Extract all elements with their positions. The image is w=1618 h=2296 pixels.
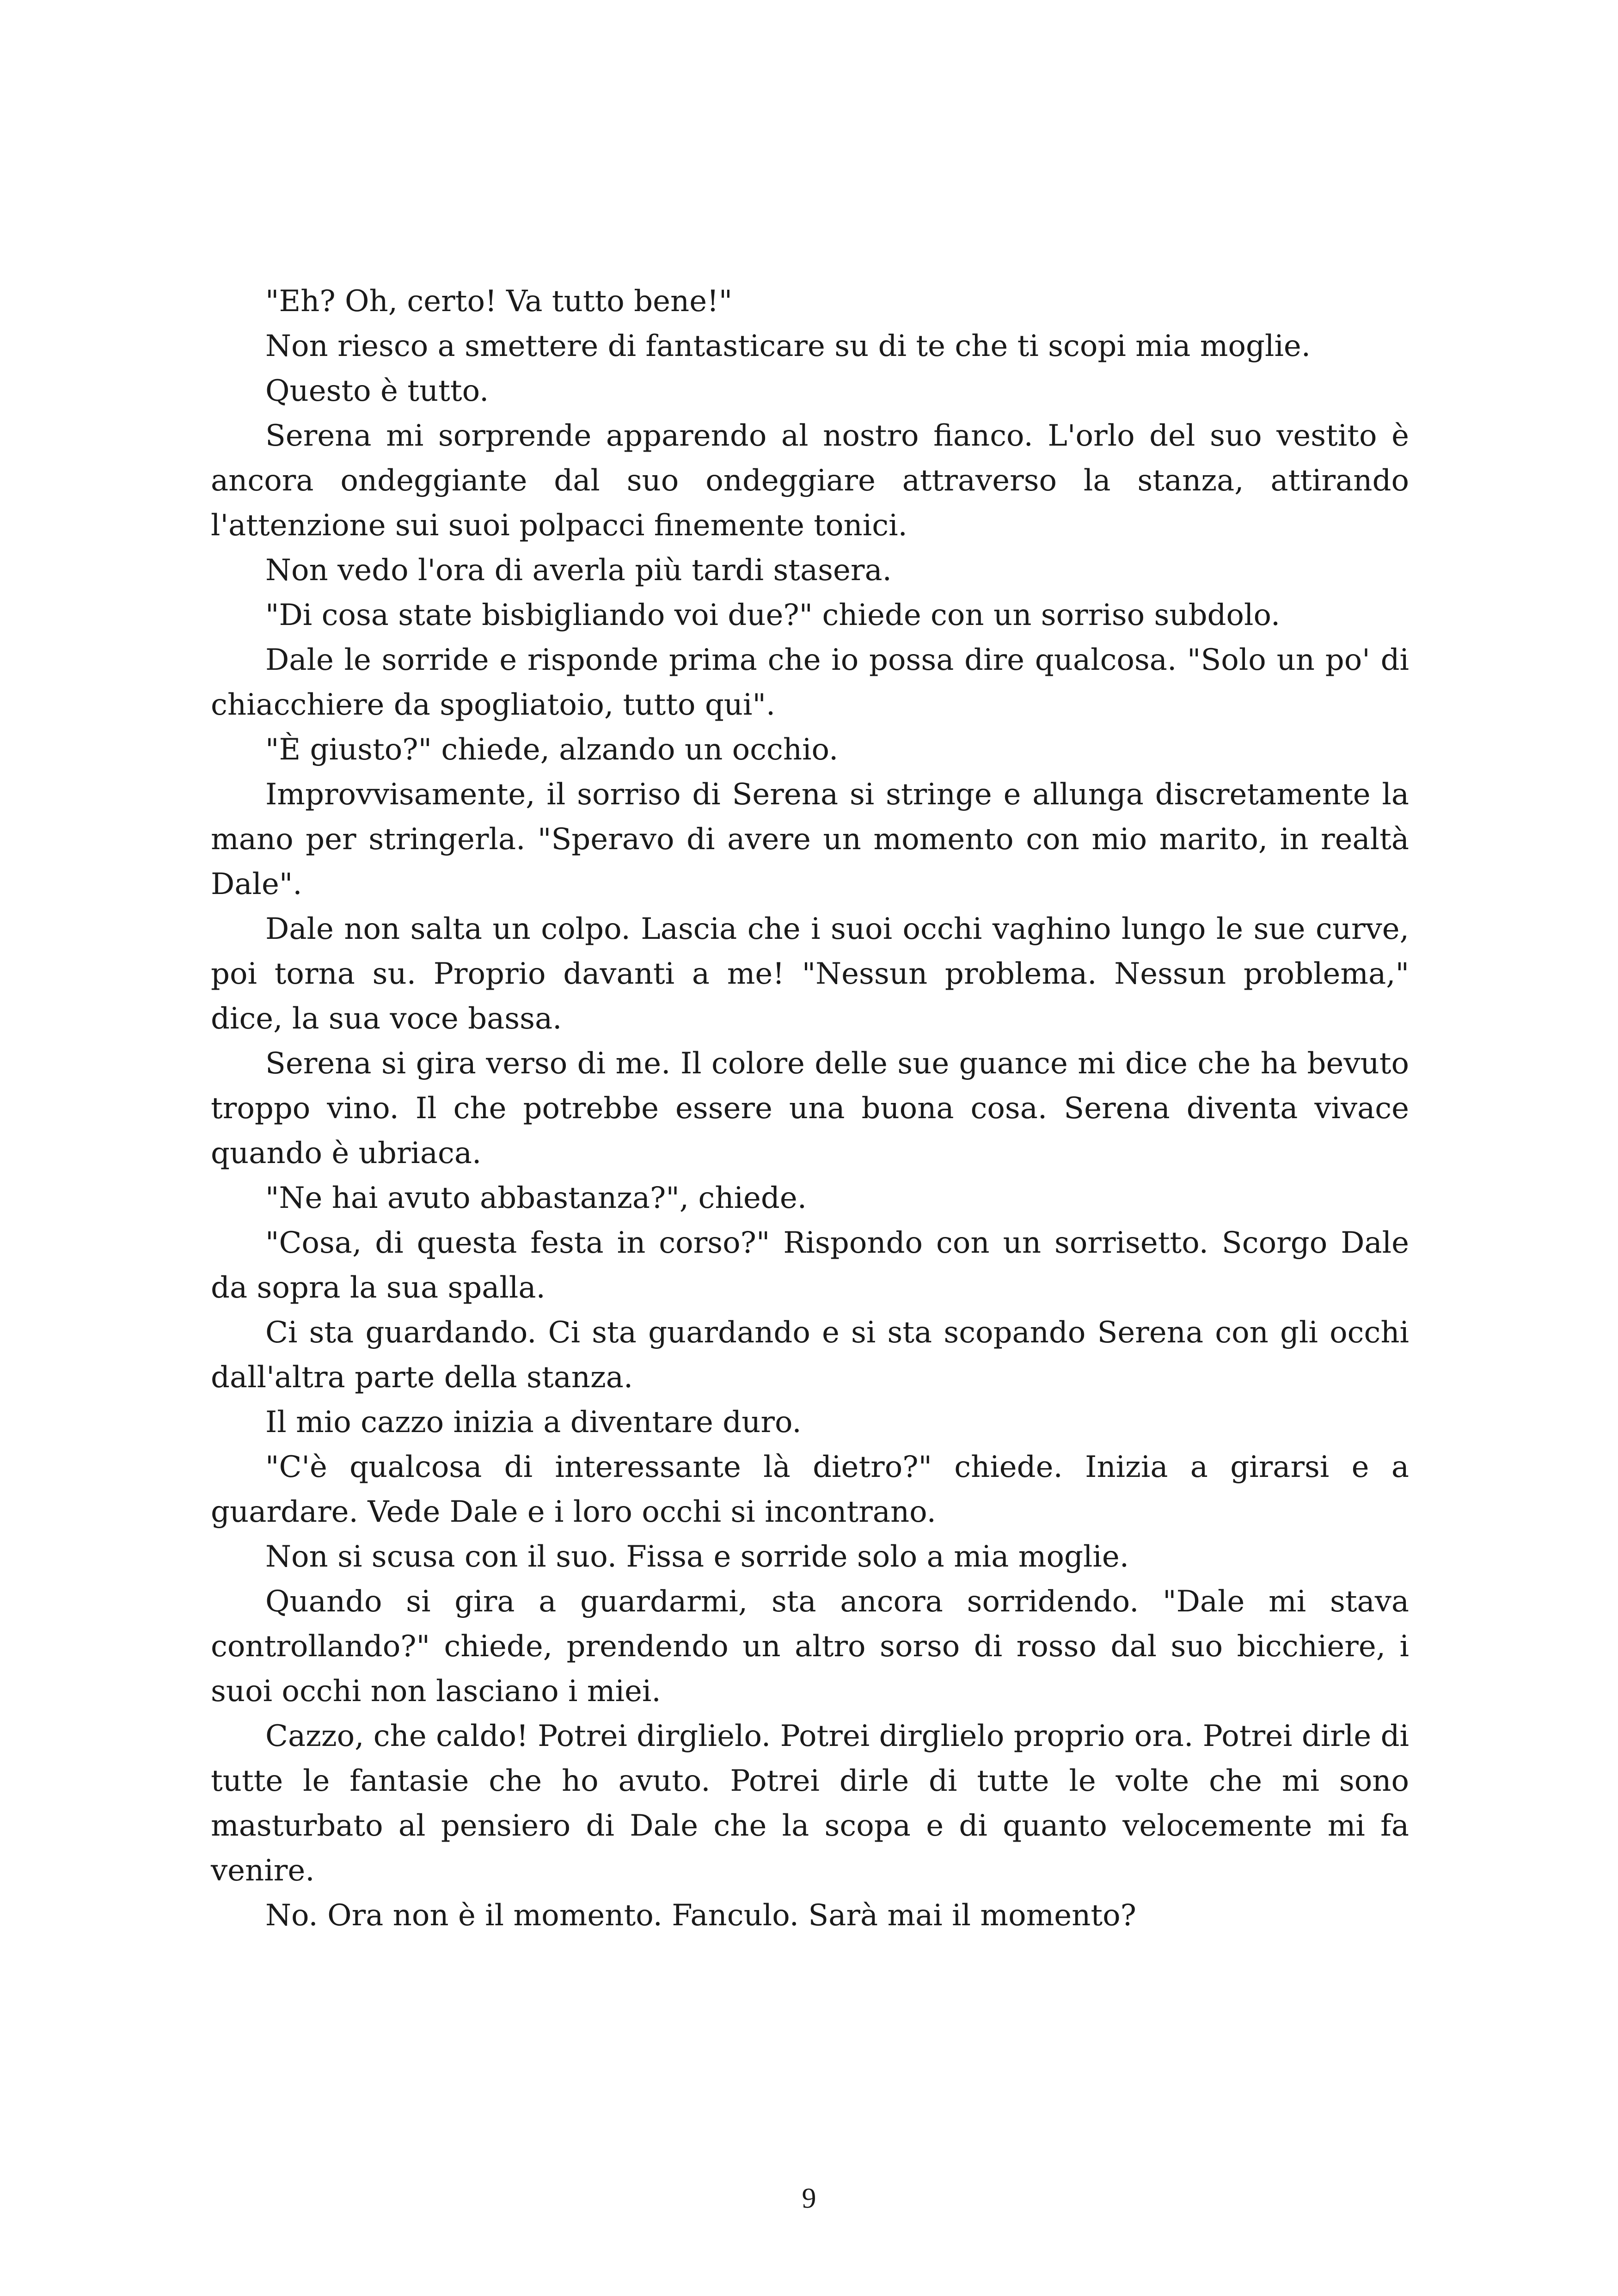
paragraph: Non riesco a smettere di fantasticare su di te che ti scopi mia moglie. [265,329,1311,363]
paragraph: Questo è tutto. [265,374,489,408]
paragraph: "Di cosa state bisbigliando voi due?" chiede con un sorriso subdolo. [265,598,1281,632]
paragraph: "Ne hai avuto abbastanza?", chiede. [265,1181,807,1215]
paragraph: Cazzo, che caldo! Potrei dirglielo. Potrei dirglielo proprio ora. Potrei dirle di tutte le fantasie che ho avuto. Potrei dirle di tutte le volte che mi sono masturbato al pensiero di Dale che la scopa e di quanto velocemente mi fa venire. [211,1719,1409,1888]
paragraph: Il mio cazzo inizia a diventare duro. [265,1405,802,1439]
paragraph: Serena mi sorprende apparendo al nostro fianco. L'orlo del suo vestito è ancora ondeggiante dal suo ondeggiare attraverso la stanza, attirando l'attenzione sui suoi polpacci finemente tonici. [211,419,1409,543]
paragraph: "Eh? Oh, certo! Va tutto bene!" [265,284,733,318]
paragraph: "È giusto?" chiede, alzando un occhio. [265,733,839,767]
body-text [211,279,1409,1938]
paragraph: Non si scusa con il suo. Fissa e sorride solo a mia moglie. [265,1540,1129,1574]
paragraph: No. Ora non è il momento. Fanculo. Sarà mai il momento? [265,1898,1136,1933]
paragraph: "C'è qualcosa di interessante là dietro?" chiede. Inizia a girarsi e a guardare. Vede Dale e i loro occhi si incontrano. [211,1450,1409,1529]
paragraph: Ci sta guardando. Ci sta guardando e si sta scopando Serena con gli occhi dall'altra parte della stanza. [211,1316,1409,1395]
paragraph: Dale le sorride e risponde prima che io possa dire qualcosa. "Solo un po' di chiacchiere da spogliatoio, tutto qui". [211,643,1409,722]
paragraph: Serena si gira verso di me. Il colore delle sue guance mi dice che ha bevuto troppo vino. Il che potrebbe essere una buona cosa. Serena diventa vivace quando è ubriaca. [211,1047,1409,1170]
paragraph: Quando si gira a guardarmi, sta ancora sorridendo. "Dale mi stava controllando?" chiede, prendendo un altro sorso di rosso dal suo bicchiere, i suoi occhi non lasciano i miei. [211,1585,1409,1708]
paragraph: Non vedo l'ora di averla più tardi stasera. [265,553,892,588]
paragraph: "Cosa, di questa festa in corso?" Rispondo con un sorrisetto. Scorgo Dale da sopra la sua spalla. [211,1226,1409,1305]
page-number: 9 [802,2183,816,2214]
paragraph: Dale non salta un colpo. Lascia che i suoi occhi vaghino lungo le sue curve, poi torna su. Proprio davanti a me! "Nessun problema. Nessun problema," dice, la sua voce bassa. [211,912,1409,1036]
paragraph: Improvvisamente, il sorriso di Serena si stringe e allunga discretamente la mano per stringerla. "Speravo di avere un momento con mio marito, in realtà Dale". [211,778,1409,901]
